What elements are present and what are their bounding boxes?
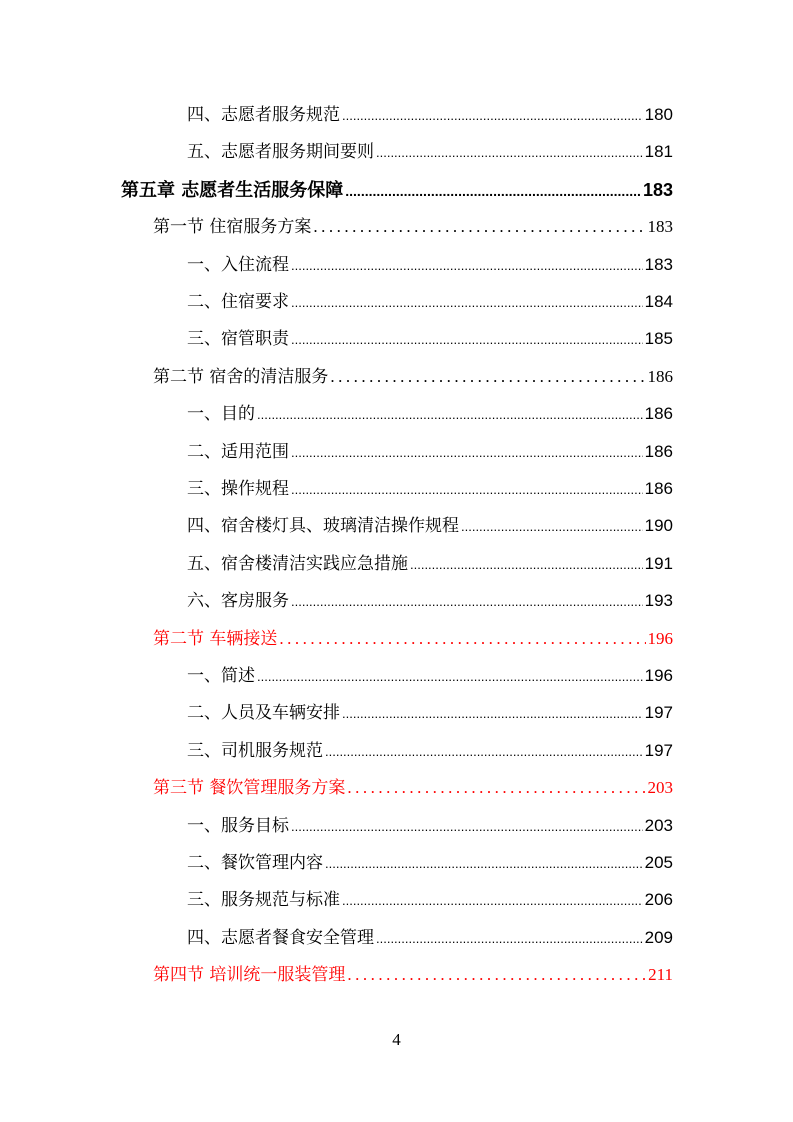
toc-entry-page: 184 [644,292,673,311]
toc-entry[interactable] [187,437,673,467]
toc-entry[interactable] [187,811,673,841]
toc-entry-label: 三、宿管职责 [187,329,289,350]
toc-entry-label: 二、住宿要求 [187,292,289,312]
dot-leader [461,512,643,542]
toc-entry-label: 第五章 志愿者生活服务保障 [121,179,344,201]
dot-leader [291,325,643,355]
toc-entry-label: 二、适用范围 [187,441,289,462]
toc-entry[interactable] [153,212,673,242]
toc-entry-label: 四、志愿者餐食安全管理 [187,927,374,948]
toc-entry[interactable] [187,848,673,878]
toc-entry[interactable] [187,698,673,728]
toc-entry[interactable] [153,773,673,803]
toc-entry-label: 一、入住流程 [187,254,289,275]
toc-entry[interactable] [153,362,673,392]
toc-entry-page: 197 [644,740,673,760]
dot-leader [313,212,645,242]
toc-entry-page: 193 [644,591,673,611]
toc-entry-label: 三、操作规程 [187,479,289,499]
toc-entry[interactable] [153,960,673,990]
toc-entry-label: 一、目的 [187,404,255,425]
dot-leader [291,438,643,468]
dot-leader [376,138,643,168]
toc-entry-page: 186 [647,366,673,386]
dot-leader [279,624,645,654]
dot-leader [291,587,643,617]
dot-leader [347,773,645,803]
toc-entry-page: 186 [644,441,673,461]
toc-entry-page: 196 [644,666,673,685]
toc-entry-page: 203 [647,778,673,798]
toc-entry[interactable] [121,175,673,205]
toc-entry-label: 第三节 餐饮管理服务方案 [153,778,346,799]
toc-entry[interactable] [187,250,673,280]
toc-entry-page: 181 [644,142,673,162]
toc-entry-page: 190 [644,516,673,536]
toc-entry-page: 183 [647,217,673,237]
toc-entry[interactable] [187,586,673,616]
dot-leader [342,699,643,729]
toc-entry[interactable] [187,661,673,691]
toc-entry-page: 209 [644,927,673,947]
toc-entry[interactable] [187,885,673,915]
toc-entry-page: 205 [644,853,673,872]
toc-entry-label: 第一节 住宿服务方案 [153,217,312,238]
toc-entry-label: 第二节 车辆接送 [153,628,278,649]
dot-leader [342,886,643,916]
toc-entry-label: 二、餐饮管理内容 [187,853,323,873]
dot-leader [347,960,646,990]
toc-entry[interactable] [187,100,673,130]
toc-entry-label: 四、宿舍楼灯具、玻璃清洁操作规程 [187,516,459,537]
toc-entry[interactable] [187,736,673,766]
dot-leader [291,812,643,842]
toc-entry-page: 186 [644,479,673,498]
toc-entry[interactable] [153,624,673,654]
toc-entry[interactable] [187,549,673,579]
toc-entry-page: 191 [644,553,673,573]
dot-leader [291,475,643,505]
toc-entry-label: 一、服务目标 [187,815,289,836]
toc-entry-label: 五、宿舍楼清洁实践应急措施 [187,553,408,574]
toc-entry-page: 206 [644,890,673,910]
dot-leader [345,176,641,206]
toc-entry-label: 三、司机服务规范 [187,740,323,761]
dot-leader [325,849,643,879]
toc-entry-label: 二、人员及车辆安排 [187,703,340,724]
toc-entry-label: 五、志愿者服务期间要则 [187,142,374,163]
toc-entry[interactable] [187,474,673,504]
toc-entry-page: 197 [644,703,673,723]
toc-entry-page: 180 [644,105,673,124]
toc-entry[interactable] [187,287,673,317]
toc-entry-page: 196 [647,628,673,648]
dot-leader [376,924,643,954]
toc-entry-page: 203 [644,815,673,835]
dot-leader [325,737,643,767]
dot-leader [257,400,643,430]
toc-entry-label: 第二节 宿舍的清洁服务 [153,366,329,387]
dot-leader [330,362,645,392]
page-number: 4 [392,1030,401,1049]
toc-entry-label: 四、志愿者服务规范 [187,105,340,125]
toc-entry-page: 211 [648,965,673,985]
dot-leader [410,550,643,580]
toc-entry-label: 六、客房服务 [187,591,289,612]
dot-leader [257,662,643,692]
toc-entry[interactable] [187,324,673,354]
toc-entry[interactable] [187,511,673,541]
toc-entry-page: 186 [644,404,673,424]
toc-entry-page: 185 [644,329,673,349]
toc-entry-label: 一、简述 [187,666,255,686]
toc-entry-label: 三、服务规范与标准 [187,890,340,911]
toc-entry-page: 183 [642,179,673,200]
dot-leader [291,251,643,281]
toc-entry-label: 第四节 培训统一服装管理 [153,965,346,986]
toc-entry[interactable] [187,137,673,167]
toc-entry-page: 183 [644,254,673,274]
toc-entry[interactable] [187,923,673,953]
dot-leader [342,101,643,131]
dot-leader [291,288,643,318]
toc-entry[interactable] [187,399,673,429]
